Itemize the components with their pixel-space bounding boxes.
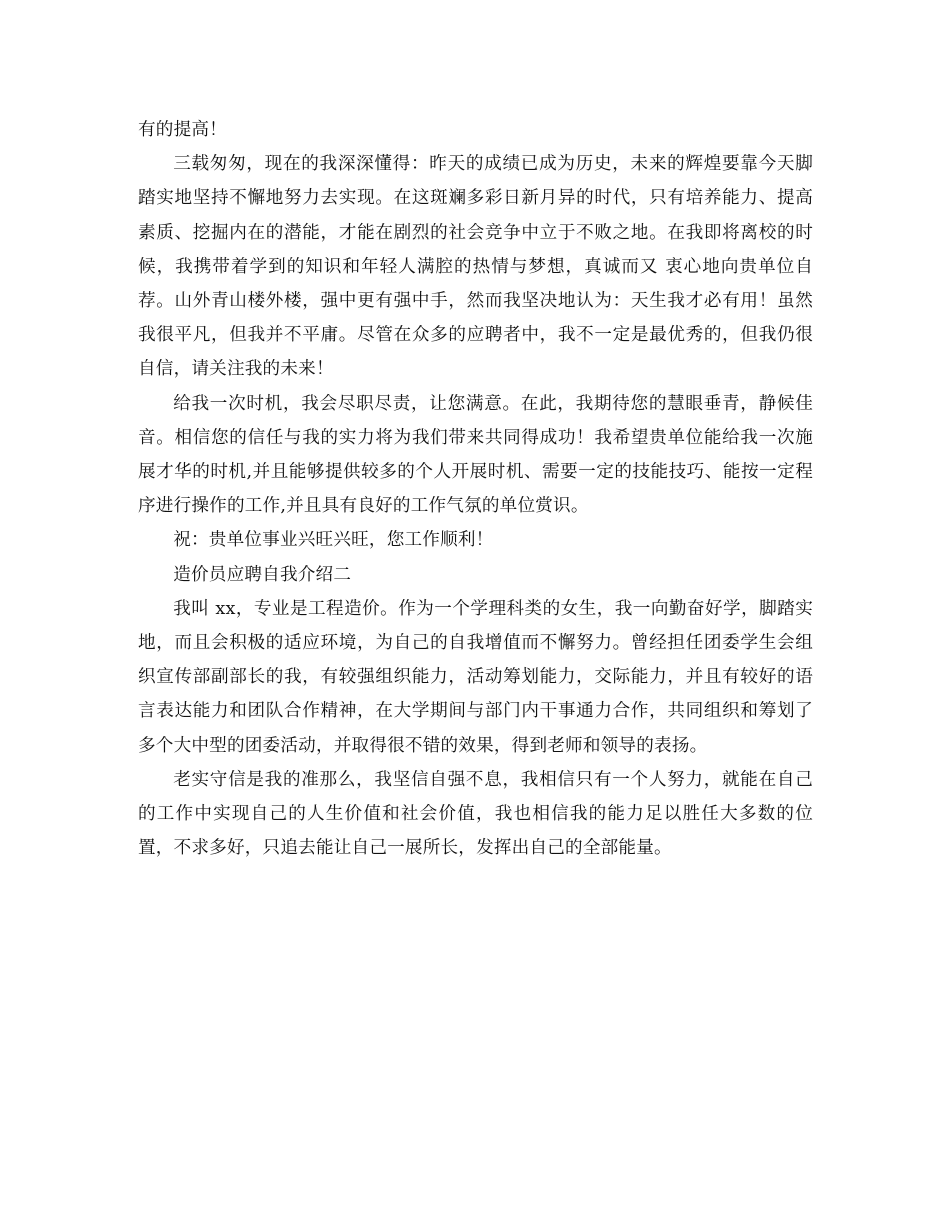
document-body bbox=[138, 113, 813, 865]
paragraph-closing-wish: 祝：贵单位事业兴旺兴旺，您工作顺利！ bbox=[173, 530, 494, 551]
paragraph-introduction: 我叫 xx，专业是工程造价。作为一个学理科类的女生，我一向勤奋好学，脚踏实地，而且会积极的适应环境，为自己的自我增值而不懈努力。曾经担任团委学生会组织宣传部副部长的我，有较强组织能力，活动筹划能力，交际能力，并且有较好的语言表达能力和团队合作精神，在大学期间与部门内干事通力合作，共同组织和筹划了多个大中型的团委活动，并取得很不错的效果，得到老师和领导的表扬。 bbox=[138, 598, 813, 756]
paragraph-request-opportunity: 给我一次时机，我会尽职尽责，让您满意。在此，我期待您的慧眼垂青，静候佳音。相信您的信任与我的实力将为我们带来共同得成功！我希望贵单位能给我一次施展才华的时机,并且能够提供较多的个人开展时机、需要一定的技能技巧、能按一定程序进行操作的工作,并且具有良好的工作气氛的单位赏识。 bbox=[138, 393, 813, 517]
paragraph-self-recommendation: 三载匆匆，现在的我深深懂得：昨天的成绩已成为历史，未来的辉煌要靠今天脚踏实地坚持不懈地努力去实现。在这斑斓多彩日新月异的时代，只有培养能力、提高素质、挖掘内在的潜能，才能在剧烈的社会竞争中立于不败之地。在我即将离校的时候，我携带着学到的知识和年轻人满腔的热情与梦想，真诚而又 衷心地向贵单位自荐。山外青山楼外楼，强中更有强中手，然而我坚决地认为：天生我才必有用！虽然我很平凡，但我并不平庸。尽管在众多的应聘者中，我不一定是最优秀的，但我仍很自信，请关注我的未来！ bbox=[138, 154, 813, 380]
section-heading: 造价员应聘自我介绍二 bbox=[173, 564, 352, 585]
paragraph-values: 老实守信是我的准那么，我坚信自强不息，我相信只有一个人努力，就能在自己的工作中实现自己的人生价值和社会价值，我也相信我的能力足以胜任大多数的位置，不求多好，只追去能让自己一展所长，发挥出自己的全部能量。 bbox=[138, 769, 813, 859]
paragraph-continuation: 有的提高！ bbox=[138, 120, 227, 140]
